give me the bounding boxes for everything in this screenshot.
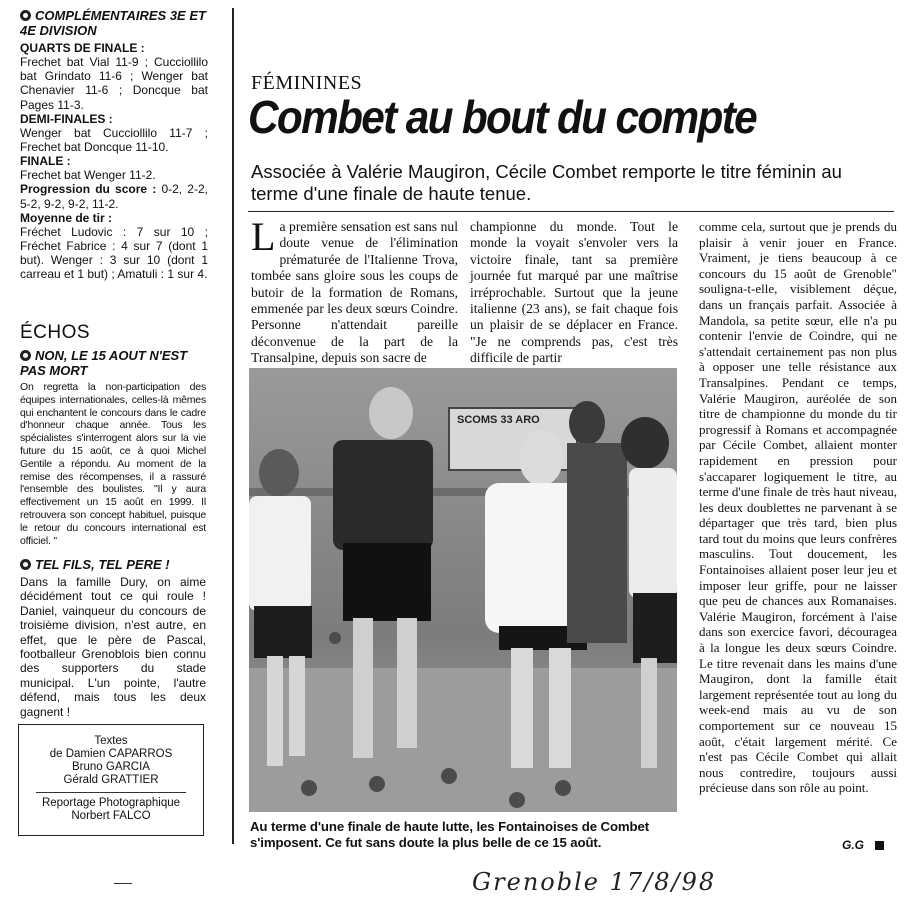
- echo-2-title: TEL FILS, TEL PERE !: [35, 557, 170, 572]
- photo-sign-text: SCOMS 33 ARO: [457, 414, 540, 426]
- article-column-2-text: championne du monde. Tout le monde la voyait s'envoler vers la victoire finale, tant sa première journée fut marqué par une maîtrise irréprochable. Surtout que la jeune italienne (23 ans), se fait chaque fois un plaisir de se déplacer en France. "Je ne comprends pas, c'est très difficile de partir: [470, 219, 678, 366]
- header-rule: [248, 211, 894, 212]
- article-column-3-text: comme cela, surtout que je prends du plaisir à venir jouer en France. Vraiment, je tiens beaucoup à ce concours du 15 août de Grenoble" souligna-t-elle, visiblement déçue, dans un français parfait. Associée à Mandola, sa petite sœur, elle n'a pu contenir l'envie de Coindre, qui ne s'attendait certainement pas non plus à opposer une telle résistance aux Transalpines. Pendant ce temps, Valérie Maugiron, auréolée de son titre de championne du monde du tir progressif à Romans et accompagnée par Cécile Combet, allaient monter rapidement en pression pour s'accaparer logiquement le titre, au terme d'une finale de très haut niveau, les deux doublettes ne parvenant à se départager que très tard, bien plus tard tout du moins que leurs confrères masculins. Tout doucement, les Fontainoises allaient poser leur jeu et imposer leur griffe, pour ne laisser que peu de chances aux Romanaises. Valérie Maugiron, forcément à l'aise dans son exercice favori, découragea à la longue les deux sœurs Coindre. Le titre revenait dans les mains d'une Maugiron, dont la famille était largement représentée tout au long du week-end mais au vu de son comportement sur ce nouveau 15 août, c'était largement mérité. Ce n'est pas Cécile Combet qui allait nous contredire, toujours aussi précieuse dans son rôle au point.: [699, 219, 897, 796]
- echo-1-text: On regretta la non-participation des équipes internationales, celles-là mêmes qui enchantent le concours dans le cadre d'honneur chaque année. Tous les spécialistes s'interrogent alors sur la vie future du 15 août, ce à quoi Michel Gentile a répondu. Au moment de la remise des récompenses, il a rassuré l'ensemble des boulistes. "Il y aura effectivement un 15 août en 1999. Il retrouvera son concept habituel, puisque le retour du concours international est officiel. ": [20, 381, 206, 547]
- quarts-label: QUARTS DE FINALE :: [20, 41, 145, 55]
- photo-illustration: [249, 368, 677, 812]
- progression-paragraph: [20, 182, 208, 210]
- credits-author-2: Bruno GARCIA: [72, 761, 150, 773]
- progression-text: 0-2, 2-2, 5-2, 9-2, 9-2, 11-2.: [20, 182, 208, 211]
- credits-author-3: Gérald GRATTIER: [63, 774, 159, 786]
- article-photo: [249, 368, 677, 812]
- results-title: COMPLÉMENTAIRES 3E ET 4E DIVISION: [20, 8, 206, 38]
- results-section: [20, 8, 208, 282]
- bullet-icon: [20, 10, 31, 21]
- article-standfirst: Associée à Valérie Maugiron, Cécile Combet remporte le titre féminin au terme d'une finale de haute tenue.: [251, 161, 842, 204]
- finale-label: FINALE :: [20, 154, 71, 169]
- results-heading: [20, 8, 208, 38]
- quarts-text: Frechet bat Vial 11-9 ; Cucciollilo bat Grindato 11-6 ; Wenger bat Chenavier 11-6 ; Doncque bat Pages 11-3.: [20, 55, 208, 112]
- article-kicker: FÉMININES: [251, 72, 363, 94]
- article-headline: Combet au bout du compte: [248, 91, 757, 143]
- echo-1-title: NON, LE 15 AOUT N'EST PAS MORT: [20, 348, 188, 378]
- echo-2-text: Dans la famille Dury, on aime décidément tout ce qui roule ! Daniel, vainqueur du concours de troisième division, n'est autre, en effet, que le père de Pascal, footballeur Grenoblois bien connu des supporters du stade municipal. L'un pointe, l'autre défend, mais tous les deux gagnent !: [20, 575, 206, 719]
- article-column-2: [470, 219, 678, 367]
- moyenne-text: Fréchet Ludovic : 7 sur 10 ; Fréchet Fabrice : 4 sur 7 (dont 1 but). Wenger : 3 sur 10 (dont 1 carreau et 1 but) ; Amatuli : 1 sur 4.: [20, 224, 208, 282]
- signature-text: G.G: [842, 838, 865, 852]
- echo-1-heading: [20, 348, 206, 378]
- finale-text: Frechet bat Wenger 11-2.: [20, 168, 156, 183]
- credits-textes-label: Textes: [94, 735, 128, 747]
- echo-2-heading: [20, 557, 206, 572]
- credits-box: [18, 724, 204, 836]
- demi-text: Wenger bat Cucciollilo 11-7 ; Frechet bat Doncque 11-10.: [20, 125, 208, 155]
- credits-author-1: de Damien CAPARROS: [49, 748, 173, 760]
- article-signature: [842, 838, 884, 852]
- article-column-1: [251, 214, 458, 367]
- moyenne-label: Moyenne de tir :: [20, 210, 113, 225]
- echo-1: [20, 348, 206, 547]
- bullet-icon: [20, 350, 31, 361]
- handwritten-note: Grenoble 17/8/98: [472, 868, 717, 896]
- photo-caption: Au terme d'une finale de haute lutte, les Fontainoises de Combet s'imposent. Ce fut sans doute la plus belle de ce 15 août.: [250, 819, 650, 850]
- demi-label: DEMI-FINALES :: [20, 111, 113, 126]
- article-column-1-text: a première sensation est sans nul doute venue de l'élimination prématurée de l'Italienne Trova, tombée sans gloire sous les coups de butoir de la formation de Romans, emmenée par les deux sœurs Coindre. Personne n'attendait pareille déconvenue de la part de la Transalpine, depuis son sacre de: [251, 219, 458, 366]
- credits-reportage-label: Reportage Photographique: [41, 797, 181, 809]
- echo-2: [20, 557, 206, 719]
- article-column-3: [699, 219, 897, 796]
- echos-heading: ÉCHOS: [20, 322, 91, 343]
- credits-divider: [36, 792, 186, 793]
- drop-cap: L: [251, 214, 276, 259]
- bullet-icon: [20, 559, 31, 570]
- column-rule: [232, 8, 234, 844]
- end-square-icon: [875, 841, 884, 850]
- footer-dash: —: [114, 872, 132, 892]
- progression-label: Progression du score :: [20, 182, 157, 197]
- credits-photographer: Norbert FALCO: [71, 810, 151, 822]
